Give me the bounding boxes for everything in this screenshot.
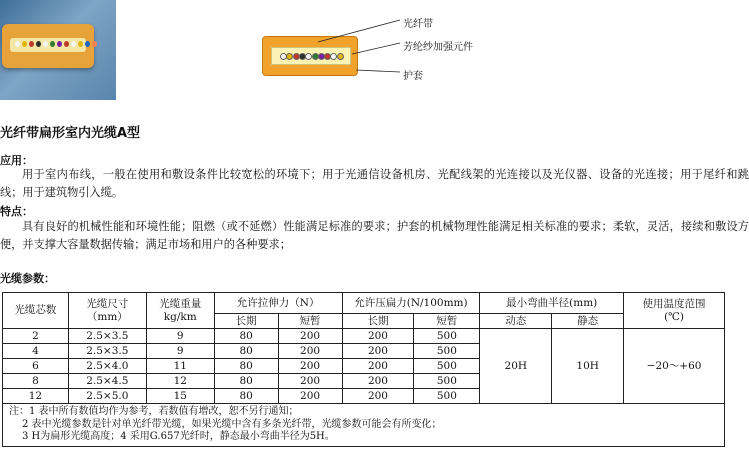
cell-temperature-range: −20～+60 xyxy=(624,329,725,404)
cell-tensile-short: 200 xyxy=(278,329,342,344)
header-weight: 光缆重量 kg/km xyxy=(146,293,214,329)
application-heading: 应用： xyxy=(0,154,33,167)
cell-size: 2.5×4.0 xyxy=(68,359,146,374)
cell-tensile-short: 200 xyxy=(278,344,342,359)
cell-crush-long: 200 xyxy=(342,359,414,374)
subheader-crush-short: 短暂 xyxy=(414,314,480,329)
features-heading: 特点： xyxy=(0,205,33,218)
cell-crush-long: 200 xyxy=(342,374,414,389)
parameter-table xyxy=(2,292,725,447)
subheader-tensile-long: 长期 xyxy=(214,314,278,329)
label-aramid-yarn: 芳纶纱加强元件 xyxy=(403,42,473,53)
cell-size: 2.5×5.0 xyxy=(68,389,146,404)
cell-weight: 11 xyxy=(146,359,214,374)
cell-weight: 12 xyxy=(146,374,214,389)
features-text: 具有良好的机械性能和环境性能；阻燃（或不延燃）性能满足标准的要求；护套的机械物理性能满足相关标准的要求；柔软，灵活，接续和敷设方便，并支撑大容量数据传输；满足市场和用户的各种要求； xyxy=(0,220,749,251)
cell-crush-short: 500 xyxy=(414,389,480,404)
cell-cores: 2 xyxy=(3,329,69,344)
cell-size: 2.5×3.5 xyxy=(68,329,146,344)
subheader-tensile-short: 短暂 xyxy=(278,314,342,329)
header-cores: 光缆芯数 xyxy=(3,293,69,329)
table-notes xyxy=(3,404,725,447)
params-heading: 光缆参数： xyxy=(0,272,55,285)
cell-crush-long: 200 xyxy=(342,329,414,344)
subheader-bend-static: 静态 xyxy=(552,314,624,329)
cell-tensile-short: 200 xyxy=(278,389,342,404)
cell-weight: 9 xyxy=(146,329,214,344)
cell-tensile-long: 80 xyxy=(214,374,278,389)
cell-bend-dynamic: 20H xyxy=(480,329,552,404)
cell-crush-long: 200 xyxy=(342,389,414,404)
cell-tensile-short: 200 xyxy=(278,359,342,374)
cell-tensile-long: 80 xyxy=(214,359,278,374)
cell-tensile-long: 80 xyxy=(214,389,278,404)
cell-cores: 4 xyxy=(3,344,69,359)
label-fiber-ribbon: 光纤带 xyxy=(403,19,433,30)
subheader-crush-long: 长期 xyxy=(342,314,414,329)
cell-tensile-long: 80 xyxy=(214,344,278,359)
cell-crush-short: 500 xyxy=(414,329,480,344)
cell-tensile-long: 80 xyxy=(214,329,278,344)
header-size: 光缆尺寸 （mm） xyxy=(68,293,146,329)
note-line: 3 H为扁形光缆高度；4 采用G.657光纤时，静态最小弯曲半径为5H。 xyxy=(22,431,335,442)
cell-crush-short: 500 xyxy=(414,359,480,374)
header-crush: 允许压扁力(N/100mm) xyxy=(342,293,480,314)
subheader-bend-dynamic: 动态 xyxy=(480,314,552,329)
label-sheath: 护套 xyxy=(403,71,423,82)
cell-crush-long: 200 xyxy=(342,344,414,359)
cell-size: 2.5×3.5 xyxy=(68,344,146,359)
cell-tensile-short: 200 xyxy=(278,374,342,389)
table-row xyxy=(3,329,725,344)
callout-lines xyxy=(0,0,749,110)
cell-cores: 8 xyxy=(3,374,69,389)
note-line: 2 表中光缆参数是针对单光纤带光缆，如果光缆中含有多条光纤带，光缆参数可能会有所变化； xyxy=(22,418,442,430)
page-title: 光纤带扁形室内光缆A型 xyxy=(0,126,141,141)
header-temperature: 使用温度范围 (℃) xyxy=(624,293,725,329)
cell-size: 2.5×4.5 xyxy=(68,374,146,389)
cell-cores: 12 xyxy=(3,389,69,404)
header-tensile: 允许拉伸力（N） xyxy=(214,293,342,314)
cell-crush-short: 500 xyxy=(414,344,480,359)
header-bend-radius: 最小弯曲半径(mm) xyxy=(480,293,624,314)
application-text: 用于室内布线，一般在使用和敷设条件比较宽松的环境下；用于光通信设备机房、光配线架的光连接以及光仪器、设备的光连接；用于尾纤和跳线；用于建筑物引入缆。 xyxy=(0,168,749,199)
cell-cores: 6 xyxy=(3,359,69,374)
cell-weight: 9 xyxy=(146,344,214,359)
cell-weight: 15 xyxy=(146,389,214,404)
cell-crush-short: 500 xyxy=(414,374,480,389)
note-line: 注：1 表中所有数值均作为参考，若数值有增改，恕不另行通知； xyxy=(9,406,299,417)
cell-bend-static: 10H xyxy=(552,329,624,404)
